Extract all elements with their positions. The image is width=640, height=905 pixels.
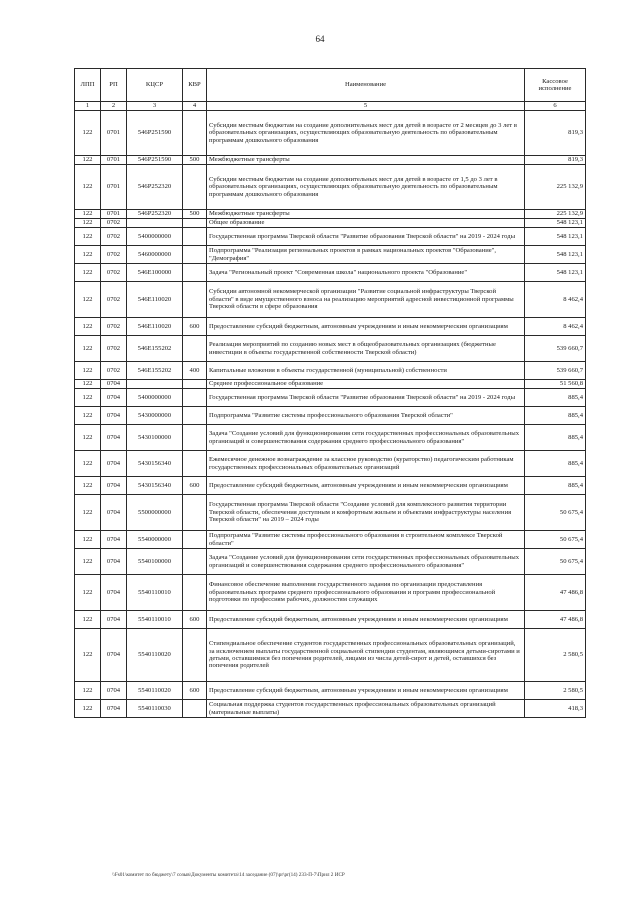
header-rp: РП (101, 69, 127, 102)
cell-kvr (183, 264, 207, 282)
cell-lpp: 122 (75, 407, 101, 425)
cell-kcsr: 546E155202 (127, 336, 183, 362)
cell-rp: 0704 (101, 495, 127, 531)
cell-rp: 0704 (101, 575, 127, 611)
cell-rp: 0704 (101, 682, 127, 700)
cell-lpp: 122 (75, 575, 101, 611)
cell-kvr (183, 531, 207, 549)
cell-lpp: 122 (75, 451, 101, 477)
column-number: 6 (525, 102, 586, 111)
cell-lpp: 122 (75, 264, 101, 282)
cell-kcsr: 546P251590 (127, 156, 183, 165)
cell-kcsr: 546P252320 (127, 165, 183, 210)
cell-kcsr: 5400000000 (127, 228, 183, 246)
budget-execution-table (74, 68, 586, 718)
cell-amount: 2 580,5 (525, 682, 586, 700)
cell-kvr (183, 380, 207, 389)
cell-amount: 548 123,1 (525, 246, 586, 264)
cell-amount: 225 132,9 (525, 210, 586, 219)
header-kcsr: КЦСР (127, 69, 183, 102)
cell-lpp: 122 (75, 477, 101, 495)
cell-amount: 50 675,4 (525, 531, 586, 549)
cell-kcsr: 5400000000 (127, 389, 183, 407)
cell-name: Ежемесячное денежное вознаграждение за классное руководство (кураторство) педагогическим работникам государственных профессиональных образовательных организаций (207, 451, 525, 477)
header-name: Наименование (207, 69, 525, 102)
cell-lpp: 122 (75, 531, 101, 549)
cell-kcsr: 5540100000 (127, 549, 183, 575)
cell-name: Финансовое обеспечение выполнения государственного задания по организации предоставления образовательных программ среднего профессионального образования и программ профессиональной подготовки по профессиям рабочих, должностям служащих (207, 575, 525, 611)
cell-rp: 0704 (101, 531, 127, 549)
cell-lpp: 122 (75, 700, 101, 718)
header-amount: Кассовое исполнение (525, 69, 586, 102)
table-row (75, 210, 586, 219)
cell-name: Реализация мероприятий по созданию новых мест в общеобразовательных организациях (бюджетные инвестиции в объекты государственной собственности Тверской области) (207, 336, 525, 362)
cell-kvr (183, 549, 207, 575)
cell-amount: 885,4 (525, 425, 586, 451)
cell-kcsr: 546E155202 (127, 362, 183, 380)
cell-lpp: 122 (75, 210, 101, 219)
cell-kcsr: 5540000000 (127, 531, 183, 549)
cell-rp: 0704 (101, 611, 127, 629)
table-row (75, 156, 586, 165)
table-row (75, 531, 586, 549)
table-row (75, 682, 586, 700)
cell-kvr (183, 219, 207, 228)
table-row (75, 575, 586, 611)
cell-amount: 885,4 (525, 451, 586, 477)
column-number-row (75, 102, 586, 111)
cell-amount: 885,4 (525, 407, 586, 425)
cell-amount: 50 675,4 (525, 495, 586, 531)
cell-kcsr: 5540110020 (127, 682, 183, 700)
cell-kvr (183, 246, 207, 264)
cell-lpp: 122 (75, 380, 101, 389)
cell-lpp: 122 (75, 549, 101, 575)
cell-rp: 0704 (101, 407, 127, 425)
cell-kvr: 600 (183, 611, 207, 629)
cell-name: Предоставление субсидий бюджетным, автономным учреждениям и иным некоммерческим организациям (207, 682, 525, 700)
cell-name: Межбюджетные трансферты (207, 156, 525, 165)
table-row (75, 165, 586, 210)
cell-rp: 0701 (101, 210, 127, 219)
cell-rp: 0704 (101, 477, 127, 495)
table-row (75, 495, 586, 531)
cell-amount: 885,4 (525, 389, 586, 407)
cell-kvr: 600 (183, 682, 207, 700)
cell-amount: 819,3 (525, 156, 586, 165)
cell-amount: 548 123,1 (525, 219, 586, 228)
cell-kvr: 500 (183, 210, 207, 219)
cell-rp: 0704 (101, 549, 127, 575)
footer-file-path: \\Fs01\комитет по бюджету\7 созыв\Документы комитета\14 заседание (07)\pr\pr(14) 233-П-7\Прил 2 ИСР (112, 872, 345, 878)
cell-kvr (183, 389, 207, 407)
cell-kvr (183, 575, 207, 611)
cell-kvr (183, 336, 207, 362)
cell-amount: 539 660,7 (525, 362, 586, 380)
table-row (75, 389, 586, 407)
cell-lpp: 122 (75, 389, 101, 407)
cell-rp: 0702 (101, 246, 127, 264)
cell-rp: 0704 (101, 425, 127, 451)
table-row (75, 282, 586, 318)
cell-name: Среднее профессиональное образование (207, 380, 525, 389)
cell-kcsr: 546E110020 (127, 282, 183, 318)
cell-lpp: 122 (75, 246, 101, 264)
cell-kcsr: 5430100000 (127, 425, 183, 451)
column-number: 5 (207, 102, 525, 111)
cell-lpp: 122 (75, 495, 101, 531)
cell-kcsr: 5540110020 (127, 629, 183, 682)
cell-rp: 0702 (101, 219, 127, 228)
cell-rp: 0702 (101, 362, 127, 380)
cell-kcsr: 5540110030 (127, 700, 183, 718)
table-row (75, 362, 586, 380)
cell-amount: 819,3 (525, 111, 586, 156)
column-number: 1 (75, 102, 101, 111)
cell-kcsr: 5430156340 (127, 477, 183, 495)
cell-name: Капитальные вложения в объекты государственной (муниципальной) собственности (207, 362, 525, 380)
table-row (75, 380, 586, 389)
cell-lpp: 122 (75, 156, 101, 165)
header-kvr: КВР (183, 69, 207, 102)
table-row (75, 219, 586, 228)
cell-lpp: 122 (75, 362, 101, 380)
cell-lpp: 122 (75, 318, 101, 336)
table-row (75, 407, 586, 425)
cell-kvr (183, 282, 207, 318)
header-lpp: ЛПП (75, 69, 101, 102)
cell-rp: 0704 (101, 451, 127, 477)
cell-rp: 0704 (101, 389, 127, 407)
table-body (75, 111, 586, 718)
table-row (75, 111, 586, 156)
cell-kvr (183, 111, 207, 156)
cell-rp: 0701 (101, 165, 127, 210)
cell-name: Государственная программа Тверской области "Развитие образования Тверской области" на 2019 - 2024 годы (207, 228, 525, 246)
cell-lpp: 122 (75, 336, 101, 362)
cell-name: Предоставление субсидий бюджетным, автономным учреждениям и иным некоммерческим организациям (207, 318, 525, 336)
table-row (75, 477, 586, 495)
cell-name: Подпрограмма "Реализация региональных проектов в рамках национальных проектов "Образование", "Демография" (207, 246, 525, 264)
cell-rp: 0704 (101, 629, 127, 682)
header-row (75, 69, 586, 102)
column-number: 4 (183, 102, 207, 111)
page-number: 64 (315, 34, 325, 44)
cell-lpp: 122 (75, 282, 101, 318)
cell-name: Межбюджетные трансферты (207, 210, 525, 219)
cell-name: Подпрограмма "Развитие системы профессионального образования в строительном комплексе Тверской области" (207, 531, 525, 549)
cell-kcsr (127, 219, 183, 228)
cell-kvr: 600 (183, 318, 207, 336)
table-row (75, 629, 586, 682)
cell-name: Подпрограмма "Развитие системы профессионального образования Тверской области" (207, 407, 525, 425)
cell-amount: 47 486,8 (525, 611, 586, 629)
cell-kvr (183, 407, 207, 425)
cell-amount: 225 132,9 (525, 165, 586, 210)
cell-amount: 539 660,7 (525, 336, 586, 362)
cell-rp: 0702 (101, 282, 127, 318)
cell-kcsr: 5430156340 (127, 451, 183, 477)
cell-lpp: 122 (75, 165, 101, 210)
cell-kvr (183, 700, 207, 718)
cell-kvr (183, 495, 207, 531)
table-row (75, 549, 586, 575)
table-row (75, 611, 586, 629)
cell-amount: 2 580,5 (525, 629, 586, 682)
cell-kcsr: 5500000000 (127, 495, 183, 531)
cell-kvr (183, 425, 207, 451)
cell-kcsr: 546E100000 (127, 264, 183, 282)
column-number: 3 (127, 102, 183, 111)
cell-name: Субсидии местным бюджетам на создание дополнительных мест для детей в возрасте от 1,5 до 3 лет в образовательных организациях, осуществляющих образовательную деятельность по образовательным программам дошкольного образования (207, 165, 525, 210)
cell-amount: 47 486,8 (525, 575, 586, 611)
cell-name: Субсидии местным бюджетам на создание дополнительных мест для детей в возрасте от 2 месяцев до 3 лет в образовательных организациях, осуществляющих образовательную деятельность по образовательным программам дошкольного образования (207, 111, 525, 156)
cell-kcsr: 546P252320 (127, 210, 183, 219)
cell-kvr (183, 629, 207, 682)
cell-kvr: 400 (183, 362, 207, 380)
cell-name: Общее образование (207, 219, 525, 228)
cell-name: Задача "Региональный проект "Современная школа" национального проекта "Образование" (207, 264, 525, 282)
table-row (75, 264, 586, 282)
table-row (75, 451, 586, 477)
cell-kcsr: 5460000000 (127, 246, 183, 264)
cell-amount: 51 560,8 (525, 380, 586, 389)
cell-name: Предоставление субсидий бюджетным, автономным учреждениям и иным некоммерческим организациям (207, 477, 525, 495)
table-row (75, 318, 586, 336)
cell-kcsr: 5540110010 (127, 575, 183, 611)
table-row (75, 425, 586, 451)
cell-kvr (183, 451, 207, 477)
cell-lpp: 122 (75, 219, 101, 228)
cell-amount: 548 123,1 (525, 264, 586, 282)
cell-amount: 50 675,4 (525, 549, 586, 575)
cell-amount: 548 123,1 (525, 228, 586, 246)
cell-rp: 0702 (101, 336, 127, 362)
cell-kcsr: 5540110010 (127, 611, 183, 629)
cell-kvr: 600 (183, 477, 207, 495)
table-row (75, 246, 586, 264)
cell-rp: 0701 (101, 156, 127, 165)
cell-lpp: 122 (75, 682, 101, 700)
cell-lpp: 122 (75, 425, 101, 451)
table-row (75, 336, 586, 362)
table-row (75, 700, 586, 718)
cell-kvr (183, 228, 207, 246)
cell-kcsr: 546E110020 (127, 318, 183, 336)
cell-kvr: 500 (183, 156, 207, 165)
cell-kcsr: 546P251590 (127, 111, 183, 156)
cell-rp: 0701 (101, 111, 127, 156)
cell-rp: 0704 (101, 700, 127, 718)
cell-name: Государственная программа Тверской области "Создание условий для комплексного развития территории Тверской области, обеспечения доступным и комфортным жильем и объектами инфраструктуры населения Тверской области" на 2019 – 2024 годы (207, 495, 525, 531)
cell-amount: 885,4 (525, 477, 586, 495)
cell-name: Стипендиальное обеспечение студентов государственных профессиональных образовательных организаций, за исключением выплаты государственной социальной стипендии студентам, являющимся детьми-сиротами и детьми, оставшимися без попечения родителей, лицами из числа детей-сирот и детей, оставшихся без попечения родителей (207, 629, 525, 682)
cell-kcsr (127, 380, 183, 389)
cell-name: Задача "Создание условий для функционирования сети государственных профессиональных образовательных организаций и совершенствования содержания среднего профессионального образования" (207, 425, 525, 451)
cell-lpp: 122 (75, 629, 101, 682)
cell-rp: 0704 (101, 380, 127, 389)
cell-amount: 8 462,4 (525, 282, 586, 318)
column-number: 2 (101, 102, 127, 111)
cell-rp: 0702 (101, 318, 127, 336)
cell-name: Государственная программа Тверской области "Развитие образования Тверской области" на 2019 - 2024 годы (207, 389, 525, 407)
cell-rp: 0702 (101, 264, 127, 282)
cell-lpp: 122 (75, 611, 101, 629)
cell-kvr (183, 165, 207, 210)
cell-name: Задача "Создание условий для функционирования сети государственных профессиональных образовательных организаций и совершенствования содержания среднего профессионального образования" (207, 549, 525, 575)
cell-amount: 418,3 (525, 700, 586, 718)
cell-lpp: 122 (75, 111, 101, 156)
cell-amount: 8 462,4 (525, 318, 586, 336)
cell-name: Предоставление субсидий бюджетным, автономным учреждениям и иным некоммерческим организациям (207, 611, 525, 629)
cell-kcsr: 5430000000 (127, 407, 183, 425)
cell-name: Субсидии автономной некоммерческой организации "Развитие социальной инфраструктуры Тверской области" в виде имущественного взноса на реализацию мероприятий адресной инвестиционной программы Тверской области в сфере образования (207, 282, 525, 318)
cell-name: Социальная поддержка студентов государственных профессиональных образовательных организаций (материальные выплаты) (207, 700, 525, 718)
cell-lpp: 122 (75, 228, 101, 246)
table-row (75, 228, 586, 246)
cell-rp: 0702 (101, 228, 127, 246)
